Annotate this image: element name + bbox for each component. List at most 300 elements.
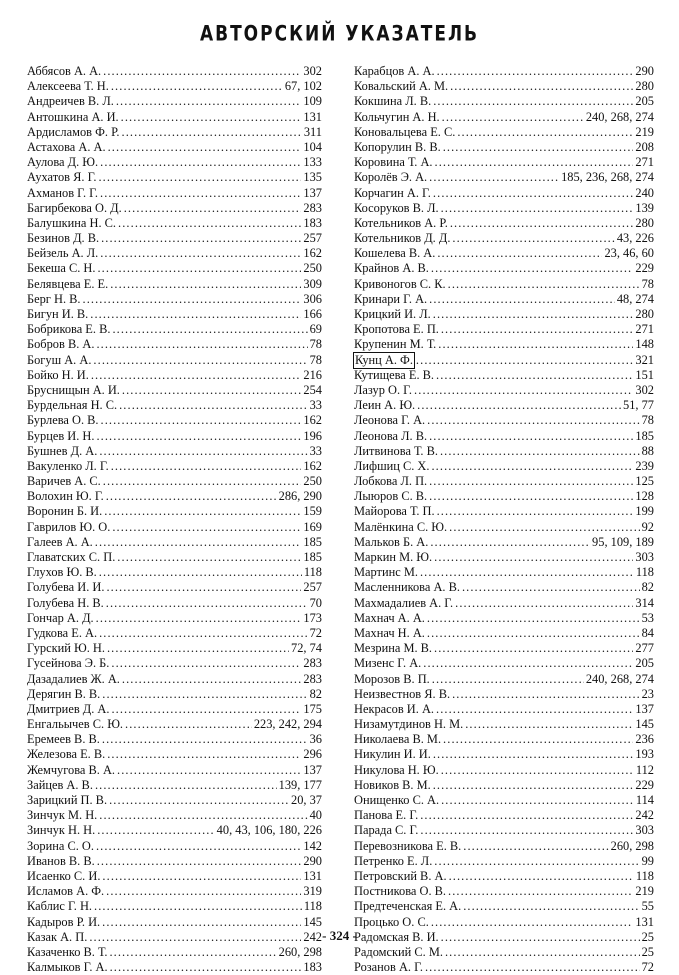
author-name: Мальков Б. А. (354, 534, 429, 549)
dot-leader (437, 504, 634, 519)
author-name: Зайцев А. В. (27, 777, 93, 792)
dot-leader (443, 140, 634, 155)
index-entry (27, 611, 322, 626)
author-name: Гончар А. Д. (27, 610, 94, 625)
index-entry (27, 277, 322, 292)
page-references: 20, 37 (291, 793, 322, 807)
index-entry (354, 216, 654, 231)
author-name: Балушкина Н. С. (27, 215, 117, 230)
page-references: 183 (303, 960, 322, 975)
dot-leader (117, 763, 301, 778)
page-references: 240, 268, 274 (585, 671, 654, 686)
dot-leader (117, 550, 301, 565)
author-name: Казак А. П. (27, 929, 88, 944)
dot-leader (121, 110, 302, 125)
page-references: 159 (303, 504, 322, 519)
dot-leader (108, 140, 302, 155)
dot-leader (100, 155, 301, 170)
index-entry (354, 793, 654, 808)
index-entry (354, 413, 654, 428)
page-references: 193 (635, 747, 654, 762)
author-name: Петренко Е. Л. (354, 853, 433, 868)
author-name: Масленникова А. В. (354, 580, 460, 595)
index-entry (354, 186, 654, 201)
index-entry (27, 125, 322, 140)
dot-leader (116, 94, 302, 109)
author-name: Дмитриев Д. А. (27, 701, 110, 716)
dot-leader (431, 459, 633, 474)
index-entry (354, 261, 654, 276)
author-name: Постникова О. В. (354, 884, 447, 899)
author-name: Парада С. Г. (354, 823, 419, 838)
page-references: 240, 268, 274 (585, 109, 654, 124)
author-name: Кадыров Р. И. (27, 914, 101, 929)
index-entry (354, 231, 654, 246)
page-references: 78 (641, 276, 654, 291)
dot-leader (432, 672, 584, 687)
index-entry (354, 520, 654, 535)
index-entry (354, 550, 654, 565)
dot-leader (429, 489, 633, 504)
page-references: 321 (635, 352, 654, 367)
dot-leader (91, 368, 302, 383)
page-references: 205 (635, 656, 654, 671)
author-name: Калмыков Г. А. (27, 960, 108, 975)
author-name: Маркин М. Ю. (354, 550, 433, 564)
index-entry (354, 611, 654, 626)
author-name: Панова Е. Г. (354, 808, 419, 823)
author-name: Розанов А. Г. (354, 960, 423, 975)
dot-leader (452, 231, 614, 246)
index-entry (27, 368, 322, 383)
index-entry (27, 808, 322, 823)
author-name: Аухатов Я. Г. (27, 170, 97, 185)
index-entry (27, 687, 322, 702)
author-name: Голубева Н. В. (27, 595, 104, 610)
page-references: 309 (303, 276, 322, 291)
index-entry (27, 641, 322, 656)
dot-leader (434, 854, 639, 869)
index-entry (27, 550, 322, 565)
index-entry (354, 717, 654, 732)
author-name: Корчагин А. Г. (354, 185, 431, 200)
author-name: Радомский С. М. (354, 944, 443, 959)
dot-leader (414, 383, 633, 398)
dot-leader (100, 246, 301, 261)
index-entry (354, 277, 654, 292)
dot-leader (96, 839, 301, 854)
index-entry (354, 596, 654, 611)
index-entry (354, 839, 654, 854)
dot-leader (99, 626, 308, 641)
index-entry (27, 353, 322, 368)
dot-leader (100, 186, 301, 201)
dot-leader (442, 110, 584, 125)
page-references: 70 (309, 595, 322, 610)
page-references: 104 (303, 139, 322, 154)
author-name: Бурдельная Н. С. (27, 398, 118, 413)
index-entry (27, 110, 322, 125)
author-name: Коновальцева Е. С. (354, 124, 456, 139)
author-name: Некрасов И. А. (354, 701, 434, 716)
author-name: Леонова Л. В. (354, 428, 428, 443)
author-name: Дазадалиев Ж. А. (27, 671, 120, 686)
page-references: 219 (635, 884, 654, 899)
page-references: 88 (641, 443, 654, 458)
index-entry (354, 702, 654, 717)
author-name: Литвинова Т. В. (354, 443, 438, 458)
index-entry (354, 884, 654, 899)
dot-leader (96, 337, 307, 352)
index-entry (354, 763, 654, 778)
dot-leader (449, 869, 634, 884)
index-entry (354, 808, 654, 823)
page-references: 131 (303, 868, 322, 883)
author-name: Крицкий И. Л. (354, 307, 431, 321)
author-name: Багирбекова О. Д. (27, 200, 122, 215)
page-references: 137 (303, 762, 322, 777)
page-references: 254 (303, 382, 322, 397)
index-entry (27, 246, 322, 261)
index-entry (354, 580, 654, 595)
page-references: 131 (635, 914, 654, 929)
page-references: 125 (635, 474, 654, 489)
index-entry (27, 580, 322, 595)
index-entry (354, 64, 654, 79)
dot-leader (124, 201, 302, 216)
dot-leader (433, 778, 634, 793)
author-name: Крайнов А. В. (354, 261, 429, 276)
page-references: 302 (635, 382, 654, 397)
index-entry (354, 307, 654, 322)
page-references: 118 (635, 868, 654, 883)
page-references: 208 (635, 139, 654, 154)
author-name: Бигун И. В. (27, 307, 89, 321)
page-references: 99 (641, 853, 654, 868)
dot-leader (463, 899, 639, 914)
index-entry (354, 732, 654, 747)
page-references: 205 (635, 94, 654, 109)
page-references: 216 (303, 367, 322, 382)
index-entry (27, 732, 322, 747)
author-name: Котельников А. Р. (354, 215, 448, 230)
author-name: Мизенс Г. А. (354, 656, 422, 671)
dot-leader (111, 656, 301, 671)
dot-leader (427, 626, 640, 641)
dot-leader (107, 641, 289, 656)
page-references: 25 (641, 929, 654, 944)
author-name: Коровина Т. А. (354, 155, 433, 170)
page-references: 139 (635, 200, 654, 215)
author-name: Леонова Г. А. (354, 413, 426, 428)
author-name: Кутищева Е. В. (354, 367, 435, 382)
dot-leader (106, 596, 308, 611)
page-references: 239 (635, 458, 654, 473)
author-name: Онищенко С. А. (354, 793, 440, 807)
author-name: Кольчугин А. Н. (354, 109, 440, 124)
index-entry (354, 368, 654, 383)
dot-leader (425, 960, 640, 975)
author-name: Галеев А. А. (27, 534, 93, 549)
author-name: Петровский В. А. (354, 868, 447, 883)
index-entry (354, 504, 654, 519)
author-name: Ардисламов Ф. Р. (27, 124, 120, 139)
page-references: 271 (635, 322, 654, 337)
author-name: Зинчук М. Н. (27, 808, 98, 823)
author-index-left-column (27, 64, 322, 975)
index-entry (27, 79, 322, 94)
dot-leader (98, 170, 301, 185)
dot-leader (448, 884, 633, 899)
page-references: 302 (303, 64, 322, 78)
page-references: 53 (641, 610, 654, 625)
page-references: 118 (303, 565, 322, 580)
page-references: 306 (303, 291, 322, 306)
author-name: Андреичев В. Л. (27, 94, 114, 109)
index-entry (27, 170, 322, 185)
dot-leader (119, 398, 308, 413)
dot-leader (99, 565, 302, 580)
dot-leader (441, 201, 634, 216)
index-entry (27, 94, 322, 109)
author-name: Воронин Б. И. (27, 504, 103, 519)
dot-leader (111, 702, 301, 717)
page-references: 280 (635, 307, 654, 321)
index-entry (354, 125, 654, 140)
page-references: 290 (303, 853, 322, 868)
author-name: Бушнев Д. А. (27, 443, 98, 458)
page-references: 271 (635, 155, 654, 170)
dot-leader (103, 64, 301, 79)
author-name: Алексеева Т. Н. (27, 79, 109, 94)
index-entry (354, 353, 654, 368)
author-name: Малёнкина С. Ю. (354, 519, 448, 534)
index-entry (354, 489, 654, 504)
dot-leader (457, 125, 633, 140)
dot-leader (465, 717, 633, 732)
page-number: - 324 - (322, 928, 357, 943)
dot-leader (420, 808, 633, 823)
author-name: Исаенко С. И. (27, 868, 101, 883)
index-entry (354, 656, 654, 671)
page-references: 51, 77 (623, 398, 654, 413)
index-entry (27, 231, 322, 246)
author-name: Махнач Н. А. (354, 625, 425, 640)
page-references: 290 (635, 64, 654, 78)
dot-leader (435, 155, 634, 170)
index-entry (27, 565, 322, 580)
index-entry (27, 520, 322, 535)
page-references: 283 (303, 200, 322, 215)
index-entry (354, 170, 654, 185)
page-references: 145 (303, 914, 322, 929)
dot-leader (441, 793, 634, 808)
index-entry (354, 960, 654, 975)
page-references: 40 (309, 808, 322, 823)
page-references: 311 (303, 124, 322, 139)
page-references: 95, 109, 189 (592, 534, 654, 549)
index-entry (354, 292, 654, 307)
author-name: Морозов В. П. (354, 671, 430, 686)
page-references: 109 (303, 94, 322, 109)
author-name: Низамутдинов Н. М. (354, 717, 464, 732)
author-name: Леин А. Ю. (354, 398, 416, 413)
dot-leader (102, 869, 301, 884)
author-name: Королёв Э. А. (354, 170, 428, 185)
author-name: Ахманов Г. Г. (27, 185, 98, 200)
index-entry (354, 945, 654, 960)
index-entry (27, 398, 322, 413)
dot-leader (429, 474, 633, 489)
author-name: Кривоногов С. К. (354, 276, 446, 291)
dot-leader (416, 353, 633, 368)
index-entry (354, 641, 654, 656)
page-references: 303 (635, 823, 654, 838)
page-references: 257 (303, 580, 322, 595)
index-entry (27, 444, 322, 459)
author-name: Безинов Д. В. (27, 231, 100, 246)
page-references: 72 (641, 960, 654, 975)
author-name: Карабцов А. А. (354, 64, 435, 78)
index-entry (354, 869, 654, 884)
author-name: Главатских С. П. (27, 550, 116, 564)
index-entry (354, 110, 654, 125)
page-references: 229 (635, 261, 654, 276)
index-entry (27, 535, 322, 550)
author-name: Гусейнова Э. Б. (27, 656, 110, 671)
dot-leader (443, 732, 633, 747)
dot-leader (106, 884, 301, 899)
index-entry (27, 702, 322, 717)
dot-leader (420, 823, 633, 838)
index-entry (354, 94, 654, 109)
index-entry (27, 717, 322, 732)
page-references: 260, 298 (610, 838, 654, 853)
index-entry (27, 383, 322, 398)
page-references: 242 (303, 929, 322, 944)
index-entry (354, 459, 654, 474)
index-entry (27, 869, 322, 884)
dot-leader (103, 474, 302, 489)
index-entry (354, 535, 654, 550)
dot-leader (99, 444, 307, 459)
dot-leader (427, 611, 640, 626)
page-references: 137 (303, 185, 322, 200)
page-references: 78 (309, 352, 322, 367)
index-entry (27, 778, 322, 793)
author-name: Радомская В. И. (354, 929, 439, 944)
page-references: 250 (303, 261, 322, 276)
index-entry (354, 322, 654, 337)
author-name: Лыюров С. В. (354, 489, 428, 504)
dot-leader (99, 808, 307, 823)
dot-leader (106, 580, 301, 595)
index-entry (27, 489, 322, 504)
author-name: Еремеев В. В. (27, 732, 100, 747)
index-entry (27, 474, 322, 489)
page-references: 69 (309, 322, 322, 337)
index-entry (27, 186, 322, 201)
dot-leader (430, 535, 590, 550)
page-references: 196 (303, 428, 322, 443)
author-name: Кринари Г. А. (354, 291, 428, 306)
index-entry (27, 337, 322, 352)
author-name: Гудкова Е. А. (27, 625, 98, 640)
dot-leader (101, 231, 301, 246)
index-entry (354, 155, 654, 170)
author-name: Берг Н. В. (27, 291, 81, 306)
author-name: Бруснищын А. И. (27, 382, 120, 397)
author-name: Кропотова Е. П. (354, 322, 439, 337)
author-name: Кокшина Л. В. (354, 94, 432, 109)
index-entry (354, 474, 654, 489)
author-name: Перевозникова Е. В. (354, 838, 462, 853)
dot-leader (436, 368, 633, 383)
page-references: 169 (303, 519, 322, 534)
dot-leader (440, 444, 640, 459)
author-name: Аббясов А. А. (27, 64, 102, 78)
index-entry (27, 201, 322, 216)
author-name: Бейзель А. Л. (27, 246, 99, 261)
page-references: 118 (303, 899, 322, 914)
page-references: 139, 177 (278, 777, 322, 792)
page-references: 36 (309, 732, 322, 747)
dot-leader (122, 383, 302, 398)
dot-leader (436, 702, 633, 717)
dot-leader (122, 672, 302, 687)
author-name: Кунц А. Ф. (355, 352, 413, 367)
page-references: 185 (635, 428, 654, 443)
index-entry (27, 64, 322, 79)
dot-leader (455, 596, 633, 611)
page-references: 314 (635, 595, 654, 610)
index-entry (354, 626, 654, 641)
index-entry (27, 140, 322, 155)
dot-leader (450, 79, 633, 94)
author-name: Иванов В. В. (27, 853, 95, 868)
dot-leader (433, 186, 633, 201)
dot-leader (101, 413, 302, 428)
dot-leader (97, 261, 301, 276)
dot-leader (97, 823, 214, 838)
dot-leader (94, 899, 302, 914)
index-entry (27, 793, 322, 808)
page-references: 242 (635, 808, 654, 823)
author-name: Бобрикова Е. В. (27, 322, 111, 337)
page-references: 175 (303, 701, 322, 716)
page-references: 78 (309, 337, 322, 352)
dot-leader (125, 717, 252, 732)
author-name: Голубева И. И. (27, 580, 105, 595)
dot-leader (104, 504, 301, 519)
dot-leader (433, 94, 633, 109)
author-name: Крупенин М. Т. (354, 337, 437, 352)
author-name: Ковальский А. М. (354, 79, 449, 94)
index-entry (27, 884, 322, 899)
dot-leader (90, 307, 301, 322)
dot-leader (449, 520, 639, 535)
author-name: Махнач А. А. (354, 610, 425, 625)
page-references: 185 (303, 550, 322, 564)
author-name: Астахова А. А. (27, 139, 106, 154)
page-references: 43, 226 (616, 231, 654, 246)
author-name: Копорулин В. В. (354, 139, 441, 154)
page-references: 135 (303, 170, 322, 185)
page-references: 148 (635, 337, 654, 352)
page-references: 185 (303, 534, 322, 549)
dot-leader (97, 854, 302, 869)
dot-leader (462, 580, 640, 595)
